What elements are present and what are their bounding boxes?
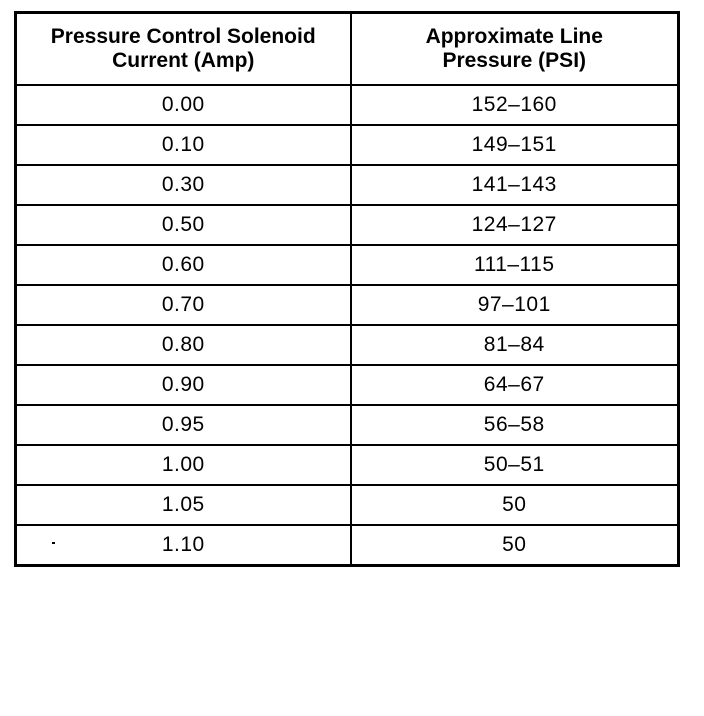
table-row (16, 285, 679, 325)
pressure-cell: 124–127 (351, 205, 679, 245)
current-cell: 0.10 (16, 125, 351, 165)
pressure-cell: 50 (351, 485, 679, 525)
pressure-current-table (14, 11, 680, 567)
table-row (16, 165, 679, 205)
scan-speck (52, 542, 55, 544)
pressure-cell: 64–67 (351, 365, 679, 405)
current-cell: 0.80 (16, 325, 351, 365)
current-cell: 0.30 (16, 165, 351, 205)
current-cell: 1.10 (16, 525, 351, 566)
table-row (16, 525, 679, 566)
header-line-pressure-line2: Pressure (PSI) (442, 49, 587, 72)
table-row (16, 485, 679, 525)
current-cell: 0.70 (16, 285, 351, 325)
current-cell: 0.50 (16, 205, 351, 245)
header-solenoid-current-line1: Pressure Control Solenoid (50, 25, 316, 48)
table-row (16, 365, 679, 405)
pressure-cell: 56–58 (351, 405, 679, 445)
table-header-row (16, 13, 679, 86)
table-row (16, 405, 679, 445)
current-cell: 1.05 (16, 485, 351, 525)
current-cell: 0.60 (16, 245, 351, 285)
table-row (16, 85, 679, 125)
header-solenoid-current-line2: Current (Amp) (112, 49, 255, 72)
pressure-cell: 111–115 (351, 245, 679, 285)
header-solenoid-current (16, 13, 351, 86)
table-row (16, 125, 679, 165)
pressure-cell: 97–101 (351, 285, 679, 325)
current-cell: 0.00 (16, 85, 351, 125)
pressure-cell: 50 (351, 525, 679, 566)
table-row (16, 245, 679, 285)
pressure-cell: 50–51 (351, 445, 679, 485)
pressure-cell: 149–151 (351, 125, 679, 165)
current-cell: 1.00 (16, 445, 351, 485)
pressure-cell: 81–84 (351, 325, 679, 365)
header-line-pressure-line1: Approximate Line (425, 25, 603, 48)
pressure-current-table-container (14, 11, 677, 567)
current-cell: 0.90 (16, 365, 351, 405)
pressure-cell: 141–143 (351, 165, 679, 205)
current-cell: 0.95 (16, 405, 351, 445)
pressure-cell: 152–160 (351, 85, 679, 125)
header-line-pressure (351, 13, 679, 86)
table-row (16, 205, 679, 245)
table-row (16, 325, 679, 365)
table-row (16, 445, 679, 485)
